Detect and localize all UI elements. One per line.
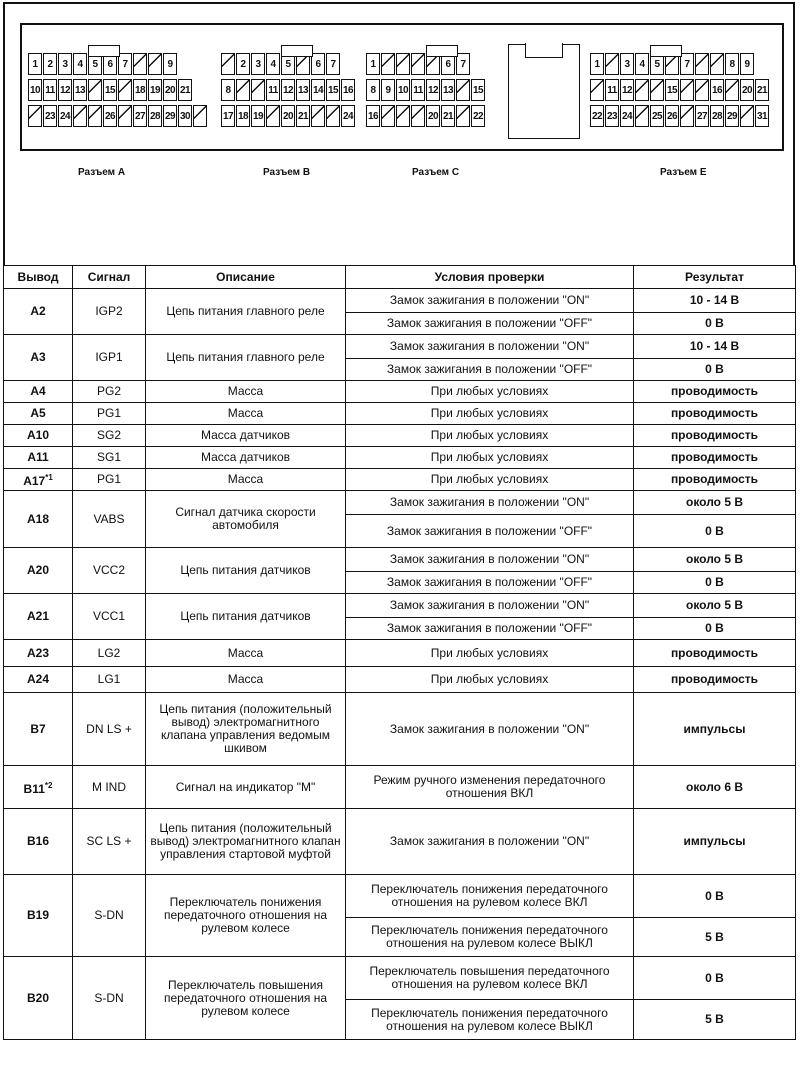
- result-cell: 10 - 14 В: [634, 289, 796, 313]
- pin-cell: 20: [426, 105, 440, 127]
- pin-cell: 3: [620, 53, 634, 75]
- condition-cell: При любых условиях: [346, 447, 634, 469]
- result-cell: 10 - 14 В: [634, 335, 796, 359]
- result-cell: около 5 В: [634, 594, 796, 618]
- header-description: Описание: [146, 266, 346, 289]
- connector-label: Разъем E: [660, 167, 707, 178]
- pin-cell: 4: [266, 53, 280, 75]
- blank-pin: [88, 105, 102, 127]
- blank-pin: [680, 105, 694, 127]
- blank-pin: [396, 105, 410, 127]
- pin-cell: 4: [635, 53, 649, 75]
- pin-cell: 2: [43, 53, 57, 75]
- pin-cell: 1: [366, 53, 380, 75]
- blank-pin: [73, 105, 87, 127]
- pin-cell: 23: [605, 105, 619, 127]
- signal-cell: PG1: [73, 469, 146, 491]
- connector-row: [28, 105, 208, 128]
- pin-cell: 10: [28, 79, 42, 101]
- pin-cell: 19: [148, 79, 162, 101]
- description-cell: Масса: [146, 403, 346, 425]
- header-conditions: Условия проверки: [346, 266, 634, 289]
- pin-cell: B11$^{*2}$: [4, 766, 73, 809]
- pin-cell: 21: [296, 105, 310, 127]
- pin-cell: B19: [4, 875, 73, 957]
- connector-key: [508, 44, 580, 139]
- blank-pin: [133, 53, 147, 75]
- pin-cell: 7: [326, 53, 340, 75]
- signal-cell: LG2: [73, 640, 146, 667]
- blank-pin: [411, 105, 425, 127]
- table-row: [4, 491, 796, 515]
- pin-cell: 13: [73, 79, 87, 101]
- table-row: [4, 381, 796, 403]
- result-cell: проводимость: [634, 640, 796, 667]
- footnote-mark: *2: [44, 780, 53, 790]
- description-cell: Цепь питания (положительный вывод) электромагнитного клапан управления стартовой муфтой: [146, 809, 346, 875]
- table-row: [4, 403, 796, 425]
- result-cell: около 5 В: [634, 491, 796, 515]
- signal-cell: M IND: [73, 766, 146, 809]
- blank-pin: [650, 79, 664, 101]
- condition-cell: При любых условиях: [346, 381, 634, 403]
- blank-pin: [695, 79, 709, 101]
- description-cell: Масса датчиков: [146, 425, 346, 447]
- table-row: [4, 594, 796, 618]
- description-cell: Переключатель повышения передаточного отношения на рулевом колесе: [146, 957, 346, 1040]
- connector-row: [221, 79, 356, 102]
- condition-cell: При любых условиях: [346, 667, 634, 693]
- result-cell: 0 В: [634, 957, 796, 1000]
- pin-cell: 12: [620, 79, 634, 101]
- pin-cell: 16: [710, 79, 724, 101]
- pin-cell: A11: [4, 447, 73, 469]
- connector-row: [221, 105, 356, 128]
- pin-cell: 2: [236, 53, 250, 75]
- condition-cell: Замок зажигания в положении "ON": [346, 693, 634, 766]
- description-cell: Цепь питания (положительный вывод) электромагнитного клапана управления ведомым шкивом: [146, 693, 346, 766]
- result-cell: проводимость: [634, 381, 796, 403]
- connector-latch: [426, 45, 458, 57]
- blank-pin: [695, 53, 709, 75]
- condition-cell: При любых условиях: [346, 469, 634, 491]
- signal-cell: VCC2: [73, 548, 146, 594]
- pin-cell: 5: [88, 53, 102, 75]
- connector-label: Разъем B: [263, 167, 311, 178]
- table-row: [4, 693, 796, 766]
- pin-cell: 11: [43, 79, 57, 101]
- condition-cell: Замок зажигания в положении "OFF": [346, 515, 634, 548]
- pin-cell: 5: [281, 53, 295, 75]
- pin-cell: 20: [281, 105, 295, 127]
- description-cell: Масса датчиков: [146, 447, 346, 469]
- pin-cell: 24: [58, 105, 72, 127]
- pin-cell: 22: [590, 105, 604, 127]
- pin-cell: 21: [755, 79, 769, 101]
- blank-pin: [118, 79, 132, 101]
- pin-cell: 10: [396, 79, 410, 101]
- pin-cell: 9: [163, 53, 177, 75]
- connector-1: [221, 53, 356, 131]
- pin-cell: 8: [366, 79, 380, 101]
- result-cell: 0 В: [634, 618, 796, 640]
- table-row: [4, 640, 796, 667]
- blank-pin: [236, 79, 250, 101]
- pin-cell: 7: [680, 53, 694, 75]
- blank-pin: [326, 105, 340, 127]
- pin-cell: 30: [178, 105, 192, 127]
- table-row: [4, 766, 796, 809]
- blank-pin: [456, 105, 470, 127]
- blank-pin: [381, 53, 395, 75]
- condition-cell: Режим ручного изменения передаточного отношения ВКЛ: [346, 766, 634, 809]
- pin-cell: 31: [755, 105, 769, 127]
- blank-pin: [396, 53, 410, 75]
- pin-cell: 20: [163, 79, 177, 101]
- connector-row: [590, 79, 770, 102]
- pin-cell: A20: [4, 548, 73, 594]
- result-cell: 0 В: [634, 572, 796, 594]
- pin-cell: 5: [650, 53, 664, 75]
- pin-cell: 17: [221, 105, 235, 127]
- condition-cell: Переключатель понижения передаточного отношения на рулевом колесе ВЫКЛ: [346, 1000, 634, 1040]
- description-cell: Сигнал на индикатор "М": [146, 766, 346, 809]
- condition-cell: При любых условиях: [346, 425, 634, 447]
- signal-cell: SG2: [73, 425, 146, 447]
- blank-pin: [28, 105, 42, 127]
- pin-cell: 4: [73, 53, 87, 75]
- condition-cell: Замок зажигания в положении "OFF": [346, 359, 634, 381]
- description-cell: Цепь питания главного реле: [146, 289, 346, 335]
- connector-row: [366, 105, 486, 128]
- blank-pin: [635, 79, 649, 101]
- pin-cell: 13: [441, 79, 455, 101]
- table-row: [4, 469, 796, 491]
- pin-cell: 12: [58, 79, 72, 101]
- description-cell: Масса: [146, 381, 346, 403]
- signal-cell: S-DN: [73, 875, 146, 957]
- description-cell: Сигнал датчика скорости автомобиля: [146, 491, 346, 548]
- result-cell: проводимость: [634, 667, 796, 693]
- pin-cell: 22: [471, 105, 485, 127]
- pin-cell: A5: [4, 403, 73, 425]
- pin-cell: 14: [311, 79, 325, 101]
- connector-label: Разъем A: [78, 167, 126, 178]
- result-cell: около 6 В: [634, 766, 796, 809]
- table-row: [4, 548, 796, 572]
- pin-cell: A18: [4, 491, 73, 548]
- pin-cell: 24: [341, 105, 355, 127]
- pin-cell: A2: [4, 289, 73, 335]
- result-cell: проводимость: [634, 447, 796, 469]
- condition-cell: Замок зажигания в положении "OFF": [346, 572, 634, 594]
- pin-cell: 15: [326, 79, 340, 101]
- condition-cell: Замок зажигания в положении "ON": [346, 289, 634, 313]
- description-cell: Цепь питания главного реле: [146, 335, 346, 381]
- pin-cell: 28: [710, 105, 724, 127]
- header-signal: Сигнал: [73, 266, 146, 289]
- pin-cell: 8: [221, 79, 235, 101]
- pin-cell: A24: [4, 667, 73, 693]
- pin-cell: 3: [251, 53, 265, 75]
- signal-cell: PG1: [73, 403, 146, 425]
- result-cell: 0 В: [634, 515, 796, 548]
- pin-cell: 11: [605, 79, 619, 101]
- connector-row: [366, 79, 486, 102]
- pin-cell: 21: [178, 79, 192, 101]
- table-row: [4, 425, 796, 447]
- table-row: [4, 447, 796, 469]
- result-cell: около 5 В: [634, 548, 796, 572]
- pin-cell: 15: [665, 79, 679, 101]
- signal-cell: S-DN: [73, 957, 146, 1040]
- table-row: [4, 809, 796, 875]
- condition-cell: Замок зажигания в положении "ON": [346, 335, 634, 359]
- table-row: [4, 335, 796, 359]
- condition-cell: Переключатель понижения передаточного отношения на рулевом колесе ВЫКЛ: [346, 918, 634, 957]
- result-cell: 0 В: [634, 875, 796, 918]
- condition-cell: Замок зажигания в положении "ON": [346, 548, 634, 572]
- pin-cell: 12: [281, 79, 295, 101]
- pin-cell: 12: [426, 79, 440, 101]
- pin-cell: 15: [471, 79, 485, 101]
- pin-cell: 20: [740, 79, 754, 101]
- signal-cell: IGP1: [73, 335, 146, 381]
- pin-cell: A21: [4, 594, 73, 640]
- description-cell: Масса: [146, 469, 346, 491]
- connector-row: [590, 105, 770, 128]
- pin-cell: 29: [725, 105, 739, 127]
- condition-cell: Переключатель понижения передаточного отношения на рулевом колесе ВКЛ: [346, 875, 634, 918]
- connector-latch: [650, 45, 682, 57]
- pin-cell: 24: [620, 105, 634, 127]
- blank-pin: [680, 79, 694, 101]
- blank-pin: [635, 105, 649, 127]
- connector-latch: [88, 45, 120, 57]
- pin-cell: 1: [28, 53, 42, 75]
- pin-cell: 27: [695, 105, 709, 127]
- pin-cell: 6: [311, 53, 325, 75]
- result-cell: 5 В: [634, 1000, 796, 1040]
- blank-pin: [710, 53, 724, 75]
- condition-cell: Замок зажигания в положении "ON": [346, 491, 634, 515]
- result-cell: проводимость: [634, 425, 796, 447]
- signal-cell: DN LS +: [73, 693, 146, 766]
- description-cell: Цепь питания датчиков: [146, 594, 346, 640]
- blank-pin: [381, 105, 395, 127]
- blank-pin: [221, 53, 235, 75]
- signal-cell: SG1: [73, 447, 146, 469]
- blank-pin: [411, 53, 425, 75]
- blank-pin: [193, 105, 207, 127]
- pin-cell: A17$^{*1}$: [4, 469, 73, 491]
- pin-cell: 18: [133, 79, 147, 101]
- pin-cell: A23: [4, 640, 73, 667]
- connector-row: [28, 79, 208, 102]
- result-cell: проводимость: [634, 469, 796, 491]
- table-row: [4, 957, 796, 1000]
- blank-pin: [605, 53, 619, 75]
- pin-cell: B7: [4, 693, 73, 766]
- pin-cell: 26: [665, 105, 679, 127]
- connector-latch: [281, 45, 313, 57]
- blank-pin: [456, 79, 470, 101]
- signal-cell: VABS: [73, 491, 146, 548]
- blank-pin: [311, 105, 325, 127]
- table-header-row: [4, 266, 796, 289]
- table-row: [4, 289, 796, 313]
- signal-cell: VCC1: [73, 594, 146, 640]
- pin-cell: 21: [441, 105, 455, 127]
- pin-cell: A3: [4, 335, 73, 381]
- pin-cell: 29: [163, 105, 177, 127]
- signal-cell: SC LS +: [73, 809, 146, 875]
- pin-cell: 23: [43, 105, 57, 127]
- blank-pin: [590, 79, 604, 101]
- pinout-table: [3, 265, 796, 1040]
- condition-cell: При любых условиях: [346, 640, 634, 667]
- pin-cell: A4: [4, 381, 73, 403]
- pin-cell: 15: [103, 79, 117, 101]
- pin-cell: 1: [590, 53, 604, 75]
- blank-pin: [266, 105, 280, 127]
- connector-0: [28, 53, 208, 131]
- pin-cell: 11: [266, 79, 280, 101]
- pin-cell: 6: [103, 53, 117, 75]
- condition-cell: Переключатель повышения передаточного отношения на рулевом колесе ВКЛ: [346, 957, 634, 1000]
- connector-3: [590, 53, 770, 131]
- header-pin: Вывод: [4, 266, 73, 289]
- pin-cell: 8: [725, 53, 739, 75]
- pin-cell: 18: [236, 105, 250, 127]
- condition-cell: Замок зажигания в положении "ON": [346, 809, 634, 875]
- signal-cell: IGP2: [73, 289, 146, 335]
- pin-cell: 28: [148, 105, 162, 127]
- signal-cell: LG1: [73, 667, 146, 693]
- description-cell: Масса: [146, 667, 346, 693]
- pin-cell: B16: [4, 809, 73, 875]
- pin-cell: 9: [740, 53, 754, 75]
- signal-cell: PG2: [73, 381, 146, 403]
- pin-cell: 6: [441, 53, 455, 75]
- result-cell: 5 В: [634, 918, 796, 957]
- table-row: [4, 875, 796, 918]
- pin-cell: 3: [58, 53, 72, 75]
- blank-pin: [148, 53, 162, 75]
- blank-pin: [725, 79, 739, 101]
- result-cell: 0 В: [634, 313, 796, 335]
- pin-cell: 7: [456, 53, 470, 75]
- table-row: [4, 667, 796, 693]
- result-cell: 0 В: [634, 359, 796, 381]
- blank-pin: [88, 79, 102, 101]
- description-cell: Цепь питания датчиков: [146, 548, 346, 594]
- result-cell: проводимость: [634, 403, 796, 425]
- pin-cell: 27: [133, 105, 147, 127]
- pin-cell: 19: [251, 105, 265, 127]
- condition-cell: Замок зажигания в положении "ON": [346, 594, 634, 618]
- blank-pin: [251, 79, 265, 101]
- result-cell: импульсы: [634, 693, 796, 766]
- pin-cell: 7: [118, 53, 132, 75]
- footnote-mark: *1: [45, 473, 53, 482]
- condition-cell: Замок зажигания в положении "OFF": [346, 618, 634, 640]
- pin-cell: 26: [103, 105, 117, 127]
- pin-cell: 11: [411, 79, 425, 101]
- pin-cell: B20: [4, 957, 73, 1040]
- pin-cell: 25: [650, 105, 664, 127]
- header-result: Результат: [634, 266, 796, 289]
- pin-cell: 16: [366, 105, 380, 127]
- connector-label: Разъем C: [412, 167, 460, 178]
- condition-cell: При любых условиях: [346, 403, 634, 425]
- blank-pin: [740, 105, 754, 127]
- pin-cell: 9: [381, 79, 395, 101]
- pin-cell: A10: [4, 425, 73, 447]
- description-cell: Масса: [146, 640, 346, 667]
- blank-pin: [118, 105, 132, 127]
- connector-2: [366, 53, 486, 131]
- description-cell: Переключатель понижения передаточного отношения на рулевом колесе: [146, 875, 346, 957]
- pin-cell: 16: [341, 79, 355, 101]
- result-cell: импульсы: [634, 809, 796, 875]
- pin-cell: 13: [296, 79, 310, 101]
- condition-cell: Замок зажигания в положении "OFF": [346, 313, 634, 335]
